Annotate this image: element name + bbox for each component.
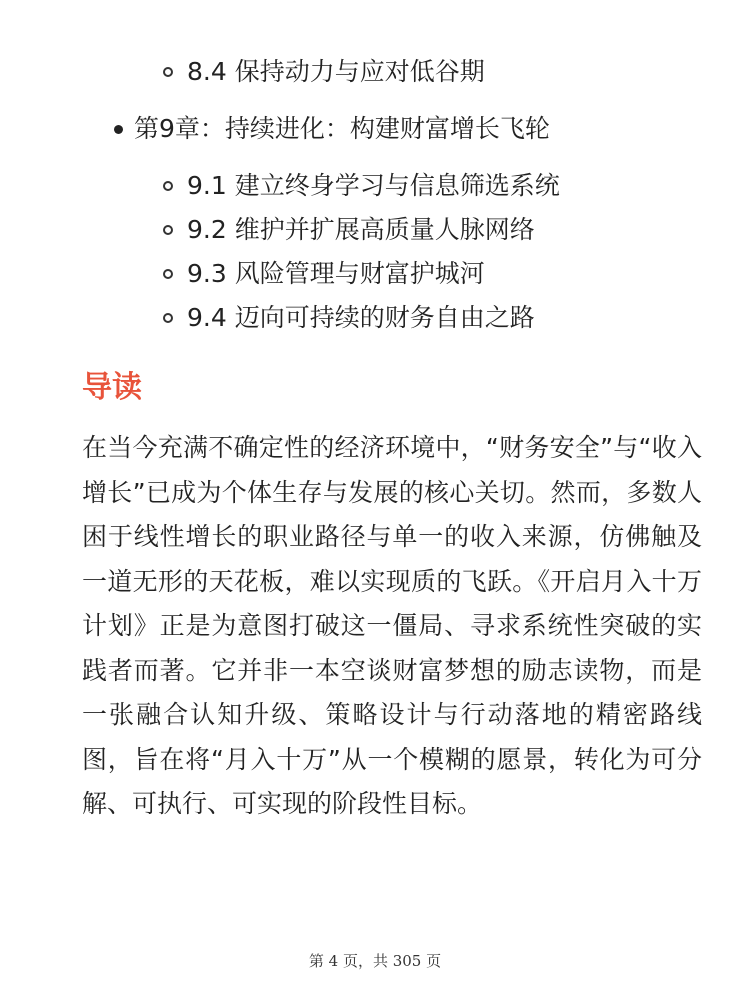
toc-item-8-4[interactable]: 8.4 保持动力与应对低谷期 bbox=[187, 57, 485, 86]
intro-paragraph: 在当今充满不确定性的经济环境中，“财务安全”与“收入增长”已成为个体生存与发展的核心关切。然而，多数人困于线性增长的职业路径与单一的收入来源，仿佛触及一道无形的天花板，难以实现质的飞跃。《开启月入十万计划》正是为意图打破这一僵局、寻求系统性突破的实践者而著。它并非一本空谈财富梦想的励志读物，而是一张融合认知升级、策略设计与行动落地的精密路线图，旨在将“月入十万”从一个模糊的愿景，转化为可分解、可执行、可实现的阶段性目标。 bbox=[82, 433, 702, 818]
toc-chapter-9[interactable]: 第9章：持续进化：构建财富增长飞轮 bbox=[134, 114, 550, 143]
hollow-bullet-icon bbox=[163, 181, 173, 191]
toc-item-9-3[interactable]: 9.3 风险管理与财富护城河 bbox=[187, 259, 485, 288]
section-title-intro: 导读 bbox=[82, 370, 142, 405]
toc-item-9-1[interactable]: 9.1 建立终身学习与信息筛选系统 bbox=[187, 171, 560, 200]
toc-item-9-2[interactable]: 9.2 维护并扩展高质量人脉网络 bbox=[187, 215, 535, 244]
hollow-bullet-icon bbox=[163, 313, 173, 323]
hollow-bullet-icon bbox=[163, 225, 173, 235]
hollow-bullet-icon bbox=[163, 67, 173, 77]
page-footer: 第 4 页，共 305 页 bbox=[308, 952, 442, 970]
hollow-bullet-icon bbox=[163, 269, 173, 279]
solid-bullet-icon bbox=[114, 125, 123, 134]
toc-item-9-4[interactable]: 9.4 迈向可持续的财务自由之路 bbox=[187, 303, 535, 332]
